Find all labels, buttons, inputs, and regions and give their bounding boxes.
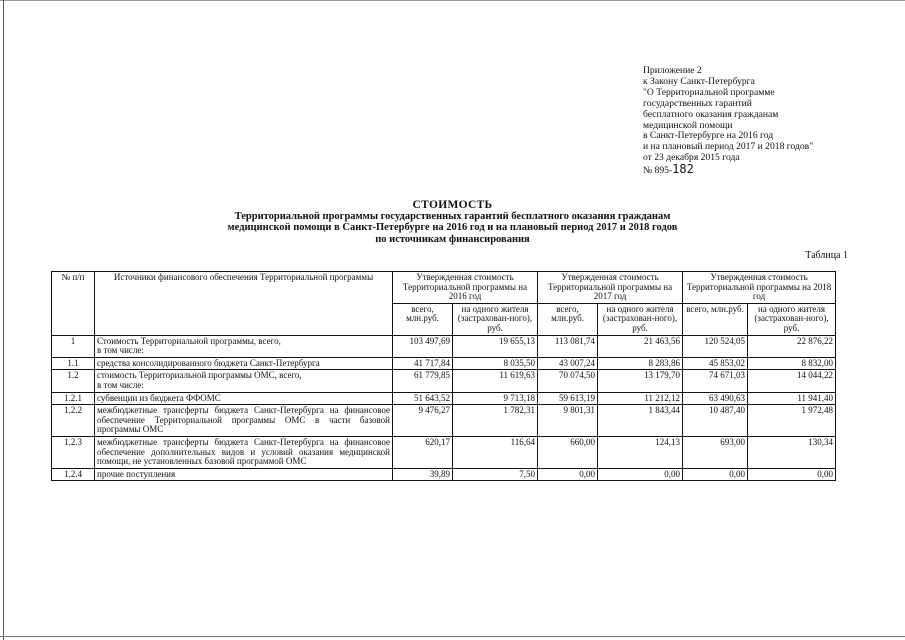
table-body [52,335,836,481]
header-source: Источники финансового обеспечения Территориальной программы [95,272,393,336]
table-row [52,370,836,392]
value-per-capita: 7,50 [453,468,538,481]
value-total: 120 524,05 [683,335,748,357]
row-description [95,468,393,481]
value-total: 70 074,50 [538,370,598,392]
row-number: 1.2 [52,370,95,392]
header-per-capita: на одного жителя (застрахован-ного), руб. [598,303,683,335]
value-total: 693,00 [683,436,748,468]
row-description-sub: в том числе: [97,379,144,390]
title-line: по источникам финансирования [375,233,530,245]
value-per-capita: 22 876,22 [748,335,836,357]
row-number: 1.2.4 [52,468,95,481]
appendix-line: и на плановый период 2017 и 2018 годов" [643,141,814,153]
value-per-capita: 8 035,50 [453,357,538,370]
row-description-text: прочие поступления [97,468,176,479]
row-description-text: Стоимость Территориальной программы, всего, [97,335,281,346]
value-total: 9 476,27 [393,405,453,437]
value-per-capita: 13 179,70 [598,370,683,392]
appendix-line: государственных гарантий [643,97,752,109]
value-total: 620,17 [393,436,453,468]
header-per-capita: на одного жителя (застрахован-ного), руб. [453,303,538,335]
value-total: 9 801,31 [538,405,598,437]
header-year-2016: Утвержденная стоимость Территориальной программы на 2016 год [393,272,538,304]
value-per-capita: 11 619,63 [453,370,538,392]
row-description [95,335,393,357]
value-per-capita: 124,13 [598,436,683,468]
appendix-line: бесплатного оказания гражданам [643,108,779,120]
title-line: медицинской помощи в Санкт-Петербурге на 2016 год и на плановый период 2017 и 2018 годов [227,222,678,234]
value-total: 39,89 [393,468,453,481]
row-description [95,392,393,405]
row-description-text: средства консолидированного бюджета Санкт-Петербурга [97,357,320,368]
row-description [95,436,393,468]
appendix-line: "О Территориальной программе [643,86,775,98]
row-number: 1.2.3 [52,436,95,468]
value-per-capita: 11 941,40 [748,392,836,405]
value-per-capita: 9 713,18 [453,392,538,405]
header-total: всего, млн.руб. [538,303,598,335]
row-description [95,357,393,370]
page-bottom-edge [0,636,905,637]
row-description-text: субвенции из бюджета ФФОМС [97,392,221,403]
table-row [52,357,836,370]
appendix-number [643,164,893,177]
row-description-sub: в том числе: [97,345,144,356]
value-per-capita: 8 832,00 [748,357,836,370]
appendix-line: в Санкт-Петербурге на 2016 год [643,130,774,142]
header-total: всего, млн.руб. [393,303,453,335]
value-total: 660,00 [538,436,598,468]
value-per-capita: 116,64 [453,436,538,468]
value-per-capita: 8 283,86 [598,357,683,370]
table-row [52,392,836,405]
value-total: 59 613,19 [538,392,598,405]
appendix-line: к Закону Санкт-Петербурга [643,75,755,87]
header-per-capita: на одного жителя (застрахован-ного), руб. [748,303,836,335]
row-description [95,405,393,437]
page-top-edge [0,0,905,1]
value-total: 63 490,63 [683,392,748,405]
value-total: 74 671,03 [683,370,748,392]
table-row [52,405,836,437]
appendix-line: от 23 декабря 2015 года [643,152,740,164]
header-total: всего, млн.руб. [683,303,748,335]
header-num: № п/п [52,272,95,336]
value-per-capita: 0,00 [748,468,836,481]
value-total: 103 497,69 [393,335,453,357]
value-per-capita: 1 843,44 [598,405,683,437]
value-total: 0,00 [683,468,748,481]
title-heading: СТОИМОСТЬ [412,199,493,211]
value-total: 51 643,52 [393,392,453,405]
row-number: 1 [52,335,95,357]
law-number-handwritten: 182 [672,162,694,177]
value-total: 113 081,74 [538,335,598,357]
value-total: 0,00 [538,468,598,481]
page-left-edge [3,0,4,640]
row-number: 1.2.1 [52,392,95,405]
appendix-line: медицинской помощи [643,119,733,131]
value-total: 41 717,84 [393,357,453,370]
value-per-capita: 1 972,48 [748,405,836,437]
table-row [52,468,836,481]
value-per-capita: 11 212,12 [598,392,683,405]
value-per-capita: 1 782,31 [453,405,538,437]
value-per-capita: 19 655,13 [453,335,538,357]
value-total: 45 853,02 [683,357,748,370]
value-per-capita: 0,00 [598,468,683,481]
table-row [52,335,836,357]
value-total: 10 487,40 [683,405,748,437]
row-description-text: межбюджетные трансферты бюджета Санкт-Петербурга на финансовое обеспечение Территориальной программы ОМС в части базовой программы ОМС [97,405,390,435]
value-per-capita: 21 463,56 [598,335,683,357]
value-per-capita: 14 044,22 [748,370,836,392]
appendix-block [643,66,893,177]
table-label: Таблица 1 [805,250,848,261]
table-row [52,436,836,468]
row-number: 1.1 [52,357,95,370]
header-year-2017: Утвержденная стоимость Территориальной программы на 2017 год [538,272,683,304]
title-line: Территориальной программы государственных гарантий бесплатного оказания гражданам [234,211,671,223]
row-description-text: стоимость Территориальной программы ОМС, всего, [97,370,302,381]
row-description [95,370,393,392]
row-description-text: межбюджетные трансферты бюджета Санкт-Петербурга на финансовое обеспечение дополнительных видов и условий оказания медицинской помощи, не установленных базовой программой ОМС [97,436,390,467]
law-number-label: № 895- [643,165,673,177]
value-total: 43 007,24 [538,357,598,370]
row-number: 1.2.2 [52,405,95,437]
appendix-line: Приложение 2 [643,65,702,76]
header-year-2018: Утвержденная стоимость Территориальной программы на 2018 год [683,272,836,304]
value-total: 61 779,85 [393,370,453,392]
document-title [0,200,905,245]
cost-table [51,271,836,481]
value-per-capita: 130,34 [748,436,836,468]
